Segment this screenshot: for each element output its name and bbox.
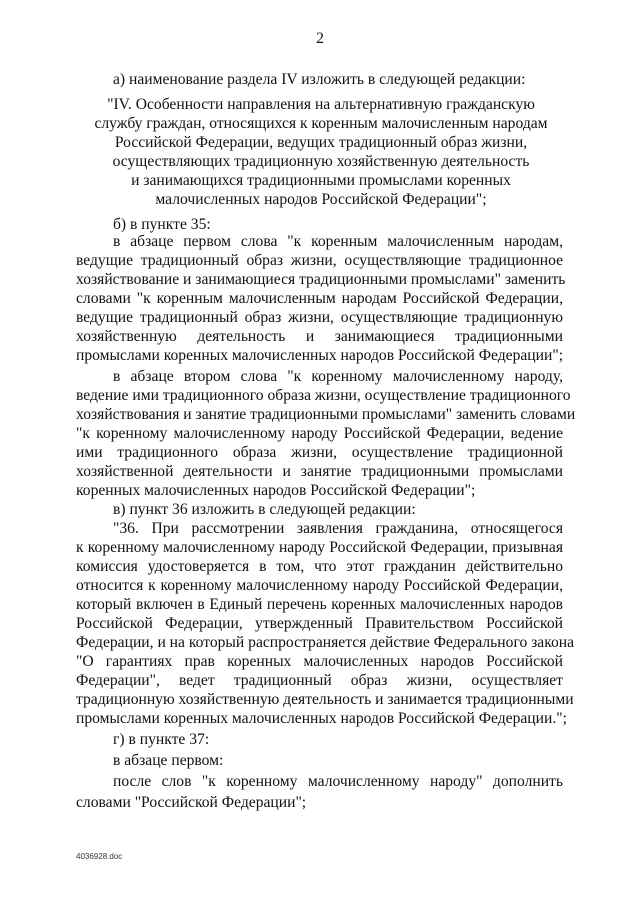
paragraph-line: г) в пункте 37: <box>113 731 210 748</box>
paragraph-line: традиционную хозяйственную деятельность и занимается традиционными <box>76 691 574 708</box>
paragraph-line: относится к коренному малочисленному народу Российской Федерации, <box>76 577 563 594</box>
paragraph-line: "36. При рассмотрении заявления гражданина, относящегося <box>113 520 563 537</box>
paragraph-line: а) наименование раздела IV изложить в следующей редакции: <box>113 71 526 88</box>
section-heading-line: Российской Федерации, ведущих традиционный образ жизни, <box>114 134 528 151</box>
paragraph-line: ведение ими традиционного образа жизни, осуществление традиционного <box>76 387 571 404</box>
paragraph-line: промыслами коренных малочисленных народов Российской Федерации."; <box>76 710 567 727</box>
paragraph-line: который включен в Единый перечень коренных малочисленных народов <box>76 596 563 613</box>
paragraph-line: в абзаце первом: <box>113 752 224 769</box>
paragraph-line: б) в пункте 35: <box>113 216 211 233</box>
paragraph-line: хозяйственной деятельности и занятие традиционными промыслами <box>76 463 563 480</box>
paragraph-line: "к коренному малочисленному народу Российской Федерации, ведение <box>76 425 563 442</box>
paragraph-line: промыслами коренных малочисленных народов Российской Федерации"; <box>76 347 564 364</box>
section-heading-line: малочисленных народов Российской Федерации"; <box>155 191 487 208</box>
paragraph-line: комиссия удостоверяется в том, что этот гражданин действительно <box>76 558 563 575</box>
paragraph-line: словами "Российской Федерации"; <box>76 794 307 811</box>
section-heading-line: и занимающихся традиционными промыслами коренных <box>131 172 511 189</box>
section-heading-line: "IV. Особенности направления на альтернативную гражданскую <box>107 96 535 113</box>
paragraph-line: к коренному малочисленному народу Российской Федерации, призывная <box>76 539 563 556</box>
paragraph-line: в абзаце первом слова "к коренным малочисленным народам, <box>113 233 563 250</box>
paragraph-line: Федерации, и на который распространяется действие Федерального закона <box>76 634 575 651</box>
paragraph-line: Федерации", ведет традиционный образ жизни, осуществляет <box>76 672 563 689</box>
paragraph-line: хозяйствование и занимающиеся традиционными промыслами" заменить <box>76 271 566 288</box>
page-number: 2 <box>316 30 324 47</box>
section-heading-line: службу граждан, относящихся к коренным малочисленным народам <box>94 115 548 132</box>
paragraph-line: ведущие традиционный образ жизни, осуществляющие традиционную <box>76 309 563 326</box>
paragraph-line: хозяйствования и занятие традиционными промыслами" заменить словами <box>76 406 576 423</box>
paragraph-line: хозяйственную деятельность и занимающиеся традиционными <box>76 328 563 345</box>
section-heading-line: осуществляющих традиционную хозяйственную деятельность <box>112 153 530 170</box>
document-file-code: 4036928.doc <box>76 852 123 861</box>
paragraph-line: Российской Федерации, утвержденный Правительством Российской <box>76 615 563 632</box>
paragraph-line: словами "к коренным малочисленным народам Российской Федерации, <box>76 290 563 307</box>
paragraph-line: коренных малочисленных народов Российской Федерации"; <box>76 482 476 499</box>
paragraph-line: ими традиционного образа жизни, осуществление традиционной <box>76 444 563 461</box>
paragraph-line: в абзаце втором слова "к коренному малочисленному народу, <box>113 368 563 385</box>
paragraph-line: "О гарантиях прав коренных малочисленных народов Российской <box>76 653 563 670</box>
paragraph-line: ведущие традиционный образ жизни, осуществляющие традиционное <box>76 252 563 269</box>
paragraph-line: после слов "к коренному малочисленному народу" дополнить <box>113 773 563 790</box>
paragraph-line: в) пункт 36 изложить в следующей редакции: <box>113 501 416 518</box>
